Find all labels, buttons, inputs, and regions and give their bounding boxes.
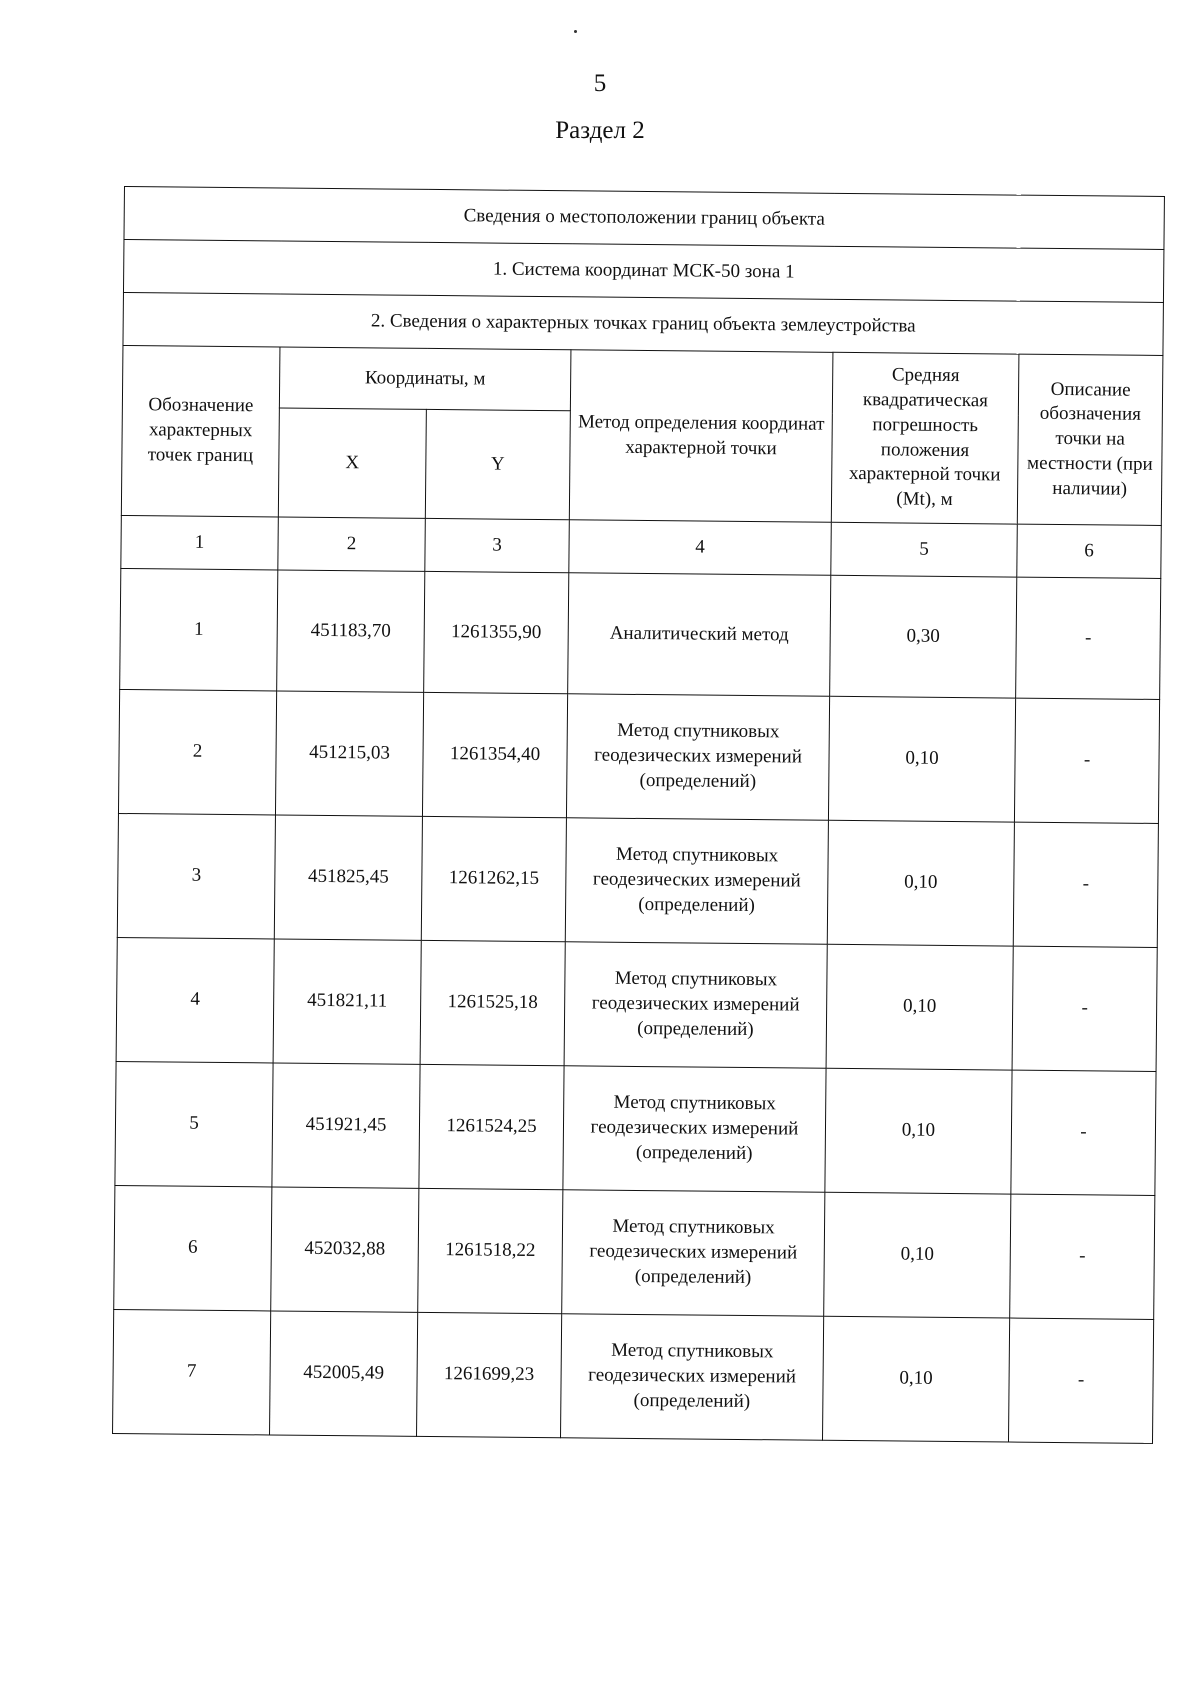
boundary-points-table — [112, 186, 1165, 1444]
coord-x: 451215,03 — [275, 691, 423, 816]
header-y: Y — [425, 409, 570, 519]
point-description: - — [1008, 1318, 1153, 1443]
point-description: - — [1011, 1070, 1156, 1195]
table-row — [118, 689, 1159, 823]
point-number: 3 — [117, 813, 275, 939]
coord-y: 1261354,40 — [422, 692, 567, 817]
coord-y: 1261699,23 — [417, 1312, 562, 1437]
table-row — [114, 1185, 1155, 1319]
header-description: Описание обозначения точки на местности (при наличии) — [1017, 354, 1163, 525]
page-number: 5 — [593, 70, 607, 97]
accuracy-mt: 0,10 — [824, 1192, 1011, 1318]
scan-speck — [574, 30, 577, 33]
method: Метод спутниковых геодезических измерений (определений) — [564, 942, 827, 1069]
method: Метод спутниковых геодезических измерений (определений) — [562, 1190, 825, 1317]
column-number: 3 — [425, 518, 570, 572]
coord-x: 451821,11 — [273, 939, 421, 1064]
table-row — [120, 568, 1161, 699]
method: Аналитический метод — [568, 573, 831, 697]
table-row — [113, 1309, 1154, 1443]
table-row — [116, 937, 1157, 1071]
accuracy-mt: 0,10 — [828, 696, 1015, 822]
point-number: 7 — [113, 1309, 271, 1435]
point-description: - — [1013, 822, 1158, 947]
point-description: - — [1012, 946, 1157, 1071]
column-number: 6 — [1017, 524, 1162, 578]
column-number: 5 — [831, 522, 1018, 577]
coord-y: 1261524,25 — [419, 1064, 564, 1189]
coord-y: 1261262,15 — [421, 816, 566, 941]
point-description: - — [1014, 698, 1159, 823]
point-number: 6 — [114, 1185, 272, 1311]
coord-x: 451825,45 — [274, 815, 422, 940]
point-number: 2 — [118, 689, 276, 815]
header-accuracy: Средняя квадратическая погрешность положения характерной точки (Mt), м — [831, 352, 1019, 524]
table-title: Сведения о местоположении границ объекта — [124, 187, 1165, 250]
coordinate-system: 1. Система координат МСК-50 зона 1 — [123, 240, 1164, 303]
table-row — [117, 813, 1158, 947]
accuracy-mt: 0,10 — [826, 944, 1013, 1070]
section-title: Раздел 2 — [555, 117, 645, 144]
method: Метод спутниковых геодезических измерений (определений) — [563, 1066, 826, 1193]
column-number: 4 — [569, 520, 831, 576]
accuracy-mt: 0,10 — [827, 820, 1014, 946]
coord-y: 1261518,22 — [418, 1188, 563, 1313]
coord-x: 452032,88 — [271, 1187, 419, 1312]
coord-y: 1261525,18 — [420, 940, 565, 1065]
point-number: 5 — [115, 1061, 273, 1187]
header-method: Метод определения координат характерной точки — [569, 350, 833, 523]
header-coordinates: Координаты, м — [279, 347, 571, 411]
method: Метод спутниковых геодезических измерений (определений) — [566, 694, 829, 821]
point-description: - — [1010, 1194, 1155, 1319]
method: Метод спутниковых геодезических измерений (определений) — [561, 1314, 824, 1441]
column-number: 2 — [278, 517, 426, 571]
header-designation: Обозначение характерных точек границ — [121, 345, 280, 516]
point-number: 4 — [116, 937, 274, 1063]
column-number: 1 — [121, 515, 279, 570]
header-x: X — [278, 408, 426, 518]
coord-x: 451183,70 — [277, 570, 425, 692]
accuracy-mt: 0,30 — [830, 575, 1017, 698]
accuracy-mt: 0,10 — [825, 1068, 1012, 1194]
table-row — [115, 1061, 1156, 1195]
point-description: - — [1016, 577, 1161, 699]
table-subtitle: 2. Сведения о характерных точках границ объекта землеустройства — [123, 292, 1164, 355]
point-number: 1 — [120, 568, 278, 691]
method: Метод спутниковых геодезических измерений (определений) — [565, 818, 828, 945]
coord-x: 452005,49 — [270, 1311, 418, 1436]
coord-y: 1261355,90 — [424, 571, 569, 693]
accuracy-mt: 0,10 — [822, 1316, 1009, 1442]
coord-x: 451921,45 — [272, 1063, 420, 1188]
